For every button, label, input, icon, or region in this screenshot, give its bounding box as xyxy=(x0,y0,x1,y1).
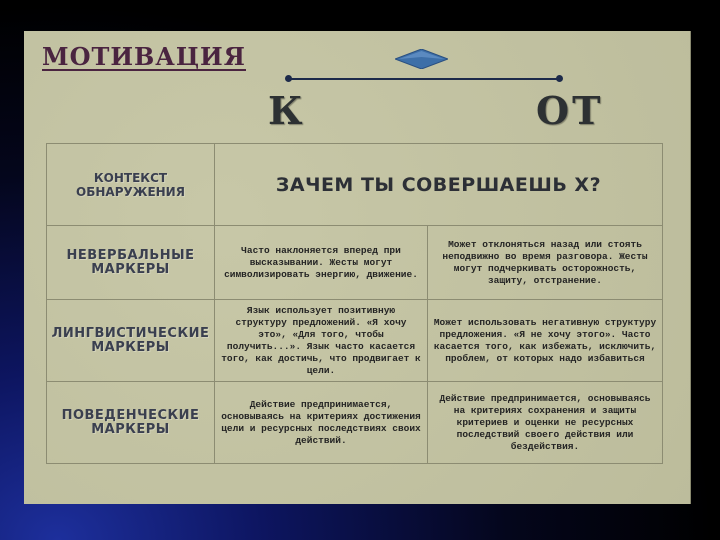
question-header: ЗАЧЕМ ТЫ СОВЕРШАЕШЬ Х? xyxy=(215,144,663,226)
label-toward: К xyxy=(268,88,306,133)
toward-away-axis-line xyxy=(289,78,560,80)
row-label-nonverbal: НЕВЕРБАЛЬНЫЕ МАРКЕРЫ xyxy=(47,226,215,300)
label-away: ОТ xyxy=(536,88,604,133)
cell-behavioral-toward: Действие предпринимается, основываясь на критериях достижения цели и ресурсных последствиях своих действий. xyxy=(215,382,428,464)
motivation-table xyxy=(46,143,663,464)
diamond-marker-icon xyxy=(395,49,448,69)
table-row xyxy=(47,226,663,300)
table-row xyxy=(47,382,663,464)
context-header: КОНТЕКСТ ОБНАРУЖЕНИЯ xyxy=(47,144,215,226)
axis-right-end xyxy=(556,75,563,82)
cell-behavioral-away: Действие предпринимается, основываясь на критериях сохранения и защиты критериев и оценки не ресурсных последствий своего действия или бездействия. xyxy=(428,382,663,464)
cell-linguistic-toward: Язык использует позитивную структуру предложений. «Я хочу это», «Для того, чтобы получить...». Язык часто касается того, как достичь, что продвигает к цели. xyxy=(215,300,428,382)
row-label-linguistic: ЛИНГВИСТИЧЕСКИЕ МАРКЕРЫ xyxy=(47,300,215,382)
table-header-row xyxy=(47,144,663,226)
table-row xyxy=(47,300,663,382)
cell-linguistic-away: Может использовать негативную структуру предложения. «Я не хочу этого». Часто касается того, как избежать, исключить, проблем, от которых надо избавиться xyxy=(428,300,663,382)
cell-nonverbal-toward: Часто наклоняется вперед при высказывании. Жесты могут символизировать энергию, движение. xyxy=(215,226,428,300)
axis-left-end xyxy=(285,75,292,82)
slide-title: МОТИВАЦИЯ xyxy=(42,42,246,71)
row-label-behavioral: ПОВЕДЕНЧЕСКИЕ МАРКЕРЫ xyxy=(47,382,215,464)
cell-nonverbal-away: Может отклоняться назад или стоять неподвижно во время разговора. Жесты могут подчеркивать осторожность, защиту, отстранение. xyxy=(428,226,663,300)
